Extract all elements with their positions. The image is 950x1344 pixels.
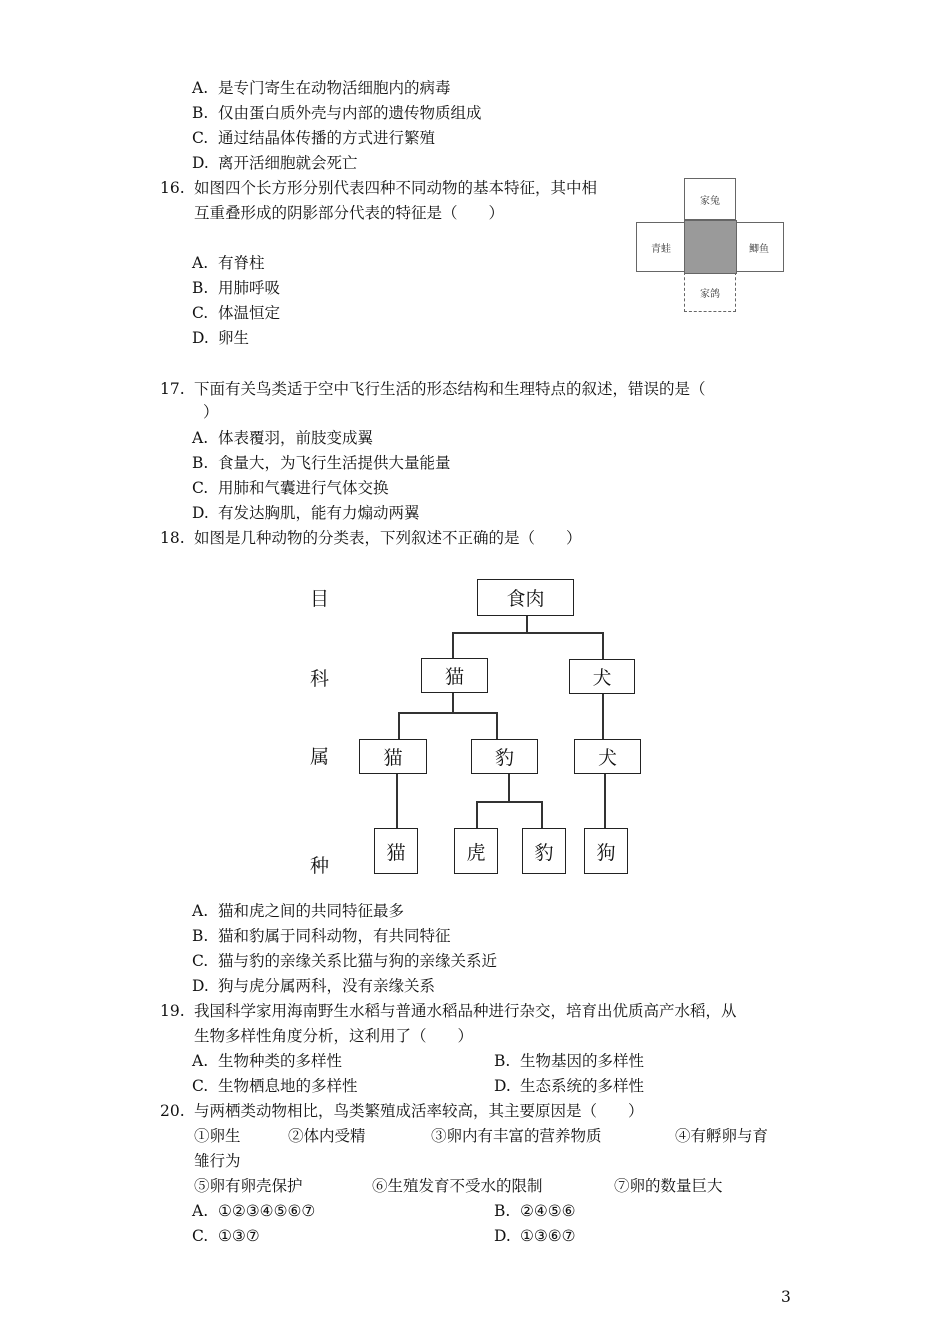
q16-option-b: B. 用肺呼吸 [192,279,281,297]
connector [541,801,543,828]
connector [602,692,604,739]
q19-option-b: B. 生物基因的多样性 [494,1052,645,1070]
q19-stem-line1: 我国科学家用海南野生水稻与普通水稻品种进行杂交，培育出优质高产水稻，从 [194,1002,737,1020]
q16-figure [636,178,784,312]
connector [526,615,528,632]
q16-number: 16. [160,179,185,197]
node-species-tiger: 虎 [454,828,498,874]
rank-label-genus: 属 [310,746,330,768]
connector [476,801,542,803]
q20-item-4-continued: 雏行为 [194,1152,241,1170]
q19-option-a: A. 生物种类的多样性 [192,1052,343,1070]
connector [398,712,497,714]
q17-number: 17. [160,380,185,398]
node-species-leopard: 豹 [522,828,566,874]
q20-stem-line1: 与两栖类动物相比，鸟类繁殖成活率较高，其主要原因是（ ） [194,1102,644,1120]
q20-item-2: ②体内受精 [288,1127,366,1145]
connector [602,632,604,659]
node-genus-canis: 犬 [574,739,641,774]
q16-box-left: 青蛙 [636,222,686,272]
q20-item-5: ⑤卵有卵壳保护 [194,1177,303,1195]
q17-option-c: C. 用肺和气囊进行气体交换 [192,479,389,497]
q17-stem-line2: ） [203,403,219,421]
q18-number: 18. [160,529,185,547]
q18-option-c: C. 猫与豹的亲缘关系比猫与狗的亲缘关系近 [192,952,498,970]
q20-option-b: B. ②④⑤⑥ [494,1202,576,1220]
node-family-canidae: 犬 [569,659,635,694]
q16-option-a: A. 有脊柱 [192,254,265,272]
connector [604,772,606,828]
q17-option-a: A. 体表覆羽，前肢变成翼 [192,429,374,447]
q20-item-7: ⑦卵的数量巨大 [614,1177,723,1195]
connector [452,632,454,658]
node-species-dog: 狗 [584,828,628,874]
q19-option-d: D. 生态系统的多样性 [494,1077,645,1095]
q16-option-d: D. 卵生 [192,329,250,347]
rank-label-species: 种 [310,855,330,877]
connector [452,692,454,712]
q16-option-c: C. 体温恒定 [192,304,281,322]
q16-box-right: 鲫鱼 [734,222,784,272]
connector [496,712,498,739]
node-order-carnivora: 食肉 [477,579,574,616]
page-number: 3 [781,1288,791,1306]
q19-stem-line2: 生物多样性角度分析，这利用了（ ） [194,1027,474,1045]
q20-option-a: A. ①②③④⑤⑥⑦ [192,1202,316,1220]
q17-option-d: D. 有发达胸肌，能有力煽动两翼 [192,504,420,522]
q18-stem-line1: 如图是几种动物的分类表，下列叙述不正确的是（ ） [194,529,582,547]
connector [396,772,398,828]
q16-box-top: 家兔 [684,178,736,220]
q15-option-a: A. 是专门寄生在动物活细胞内的病毒 [192,79,451,97]
connector [508,772,510,802]
q15-option-c: C. 通过结晶体传播的方式进行繁殖 [192,129,436,147]
q19-option-c: C. 生物栖息地的多样性 [192,1077,358,1095]
q16-box-bottom: 家鸽 [684,272,736,312]
q18-option-b: B. 猫和豹属于同科动物，有共同特征 [192,927,451,945]
node-family-felidae: 猫 [421,658,488,693]
q15-option-b: B. 仅由蛋白质外壳与内部的遗传物质组成 [192,104,482,122]
q20-item-6: ⑥生殖发育不受水的限制 [372,1177,543,1195]
q20-option-d: D. ①③⑥⑦ [494,1227,576,1245]
node-genus-panthera: 豹 [471,739,538,774]
rank-label-family: 科 [310,668,330,690]
q18-option-d: D. 狗与虎分属两科，没有亲缘关系 [192,977,436,995]
q17-option-b: B. 食量大，为飞行生活提供大量能量 [192,454,451,472]
q16-stem-line1: 如图四个长方形分别代表四种不同动物的基本特征，其中相 [194,179,598,197]
q17-stem-line1: 下面有关鸟类适于空中飞行生活的形态结构和生理特点的叙述，错误的是（ [194,380,706,398]
connector [398,712,400,739]
q18-option-a: A. 猫和虎之间的共同特征最多 [192,902,405,920]
q20-item-1: ①卵生 [194,1127,241,1145]
q19-number: 19. [160,1002,185,1020]
rank-label-order: 目 [310,588,330,610]
node-species-cat: 猫 [374,828,418,874]
connector [452,632,603,634]
q20-item-3: ③卵内有丰富的营养物质 [431,1127,602,1145]
connector [476,801,478,828]
q20-item-4: ④有孵卵与育 [675,1127,769,1145]
q16-shaded-overlap [684,220,737,274]
node-genus-felis: 猫 [359,739,427,774]
q20-option-c: C. ①③⑦ [192,1227,260,1245]
q20-number: 20. [160,1102,185,1120]
q16-stem-line2: 互重叠形成的阴影部分代表的特征是（ ） [194,204,505,222]
q15-option-d: D. 离开活细胞就会死亡 [192,154,358,172]
